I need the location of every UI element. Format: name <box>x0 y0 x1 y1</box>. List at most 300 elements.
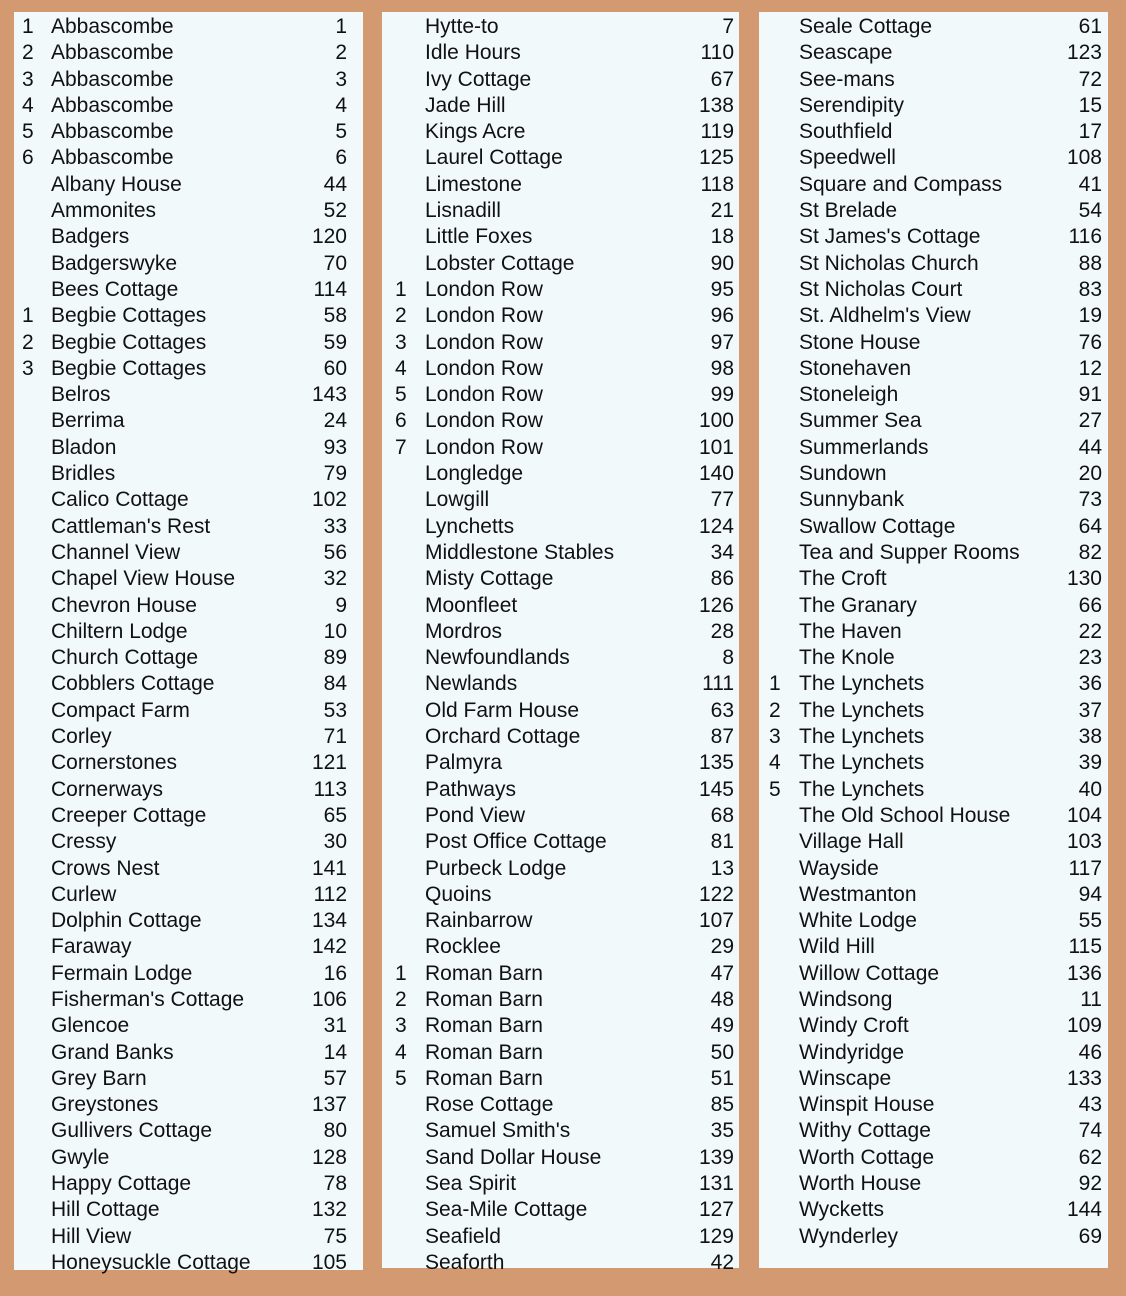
house-name: Summerlands <box>799 435 929 459</box>
entry-index: 5 <box>769 777 781 801</box>
house-name: The Old School House <box>799 803 1011 827</box>
house-number: 31 <box>323 1014 347 1038</box>
house-name: London Row <box>425 356 543 380</box>
house-number: 27 <box>1078 409 1102 433</box>
house-number: 64 <box>1078 514 1102 538</box>
house-number: 6 <box>335 146 347 170</box>
house-name: The Knole <box>799 646 895 670</box>
house-number: 83 <box>1078 277 1102 301</box>
entry-index: 2 <box>395 987 407 1011</box>
house-name: Hytte-to <box>425 15 499 38</box>
house-name: Wild Hill <box>799 935 875 959</box>
house-number: 128 <box>311 1145 347 1169</box>
house-name: Begbie Cottages <box>51 304 207 328</box>
house-number: 34 <box>710 540 734 564</box>
entry-index: 6 <box>22 146 34 170</box>
entry-index: 2 <box>22 41 34 65</box>
directory-entry <box>382 1092 739 1118</box>
house-name: Windsong <box>799 987 893 1011</box>
directory-entry <box>382 1145 739 1171</box>
directory-entry <box>14 1092 363 1118</box>
directory-entry <box>382 1250 739 1276</box>
house-name: Ivy Cottage <box>425 67 532 91</box>
house-name: Sand Dollar House <box>425 1145 602 1169</box>
house-name: Berrima <box>51 409 125 433</box>
directory-entry <box>382 277 739 303</box>
house-name: Stone House <box>799 330 921 354</box>
house-name: St Nicholas Court <box>799 277 963 301</box>
directory-entry <box>14 198 363 224</box>
house-number: 84 <box>323 672 347 696</box>
directory-entry <box>759 251 1108 277</box>
house-number: 72 <box>1078 67 1102 91</box>
directory-entry <box>14 540 363 566</box>
house-name: Roman Barn <box>425 1014 543 1038</box>
house-name: Pathways <box>425 777 517 801</box>
directory-entry <box>14 330 363 356</box>
house-name: Rainbarrow <box>425 909 533 933</box>
house-number: 142 <box>311 935 347 959</box>
house-number: 111 <box>702 672 734 696</box>
house-number: 94 <box>1078 882 1102 906</box>
house-number: 119 <box>700 120 734 144</box>
entry-index: 4 <box>22 93 34 117</box>
house-name: Village Hall <box>799 830 904 854</box>
house-name: Abbascombe <box>51 15 174 38</box>
directory-entry <box>14 1224 363 1250</box>
house-number: 131 <box>698 1172 734 1196</box>
house-name: Abbascombe <box>51 93 174 117</box>
house-name: Post Office Cottage <box>425 830 607 854</box>
entry-index: 2 <box>22 330 34 354</box>
house-number: 144 <box>1066 1198 1102 1222</box>
directory-entry <box>759 330 1108 356</box>
house-name: Cobblers Cottage <box>51 672 215 696</box>
directory-entry <box>382 14 739 40</box>
house-name: Faraway <box>51 935 132 959</box>
house-name: Curlew <box>51 882 117 906</box>
house-number: 139 <box>698 1145 734 1169</box>
house-number: 29 <box>710 935 734 959</box>
house-name: Wynderley <box>799 1224 899 1248</box>
house-name: Badgerswyke <box>51 251 178 275</box>
house-number: 73 <box>1078 488 1102 512</box>
house-name: St Nicholas Church <box>799 251 979 275</box>
house-name: Glencoe <box>51 1014 130 1038</box>
house-name: Laurel Cottage <box>425 146 563 170</box>
house-name: Wycketts <box>799 1198 884 1222</box>
directory-entry <box>759 145 1108 171</box>
house-name: Lobster Cottage <box>425 251 575 275</box>
house-number: 82 <box>1078 540 1102 564</box>
directory-entry <box>14 40 363 66</box>
house-name: London Row <box>425 409 543 433</box>
house-name: Seafield <box>425 1224 501 1248</box>
house-number: 141 <box>311 856 347 880</box>
house-number: 110 <box>700 41 734 65</box>
house-name: London Row <box>425 383 543 407</box>
house-number: 53 <box>323 698 347 722</box>
directory-entry <box>759 645 1108 671</box>
house-number: 21 <box>710 199 734 223</box>
house-number: 23 <box>1078 646 1102 670</box>
directory-entry <box>14 277 363 303</box>
house-number: 97 <box>710 330 734 354</box>
house-number: 46 <box>1078 1040 1102 1064</box>
house-number: 93 <box>323 435 347 459</box>
directory-entry <box>14 93 363 119</box>
house-name: Old Farm House <box>425 698 580 722</box>
house-name: Misty Cottage <box>425 567 554 591</box>
directory-entry <box>759 93 1108 119</box>
house-number: 51 <box>710 1066 734 1090</box>
house-number: 19 <box>1078 304 1102 328</box>
house-name: Windyridge <box>799 1040 905 1064</box>
house-number: 126 <box>698 593 734 617</box>
entry-index: 5 <box>22 120 34 144</box>
directory-entry <box>382 408 739 434</box>
house-name: Bridles <box>51 462 116 486</box>
house-name: Winscape <box>799 1066 892 1090</box>
house-name: Palmyra <box>425 751 503 775</box>
house-name: The Lynchets <box>799 672 925 696</box>
house-name: Sundown <box>799 462 887 486</box>
house-number: 108 <box>1066 146 1102 170</box>
directory-entry <box>14 908 363 934</box>
house-name: Belros <box>51 383 111 407</box>
house-name: Bees Cottage <box>51 277 179 301</box>
house-number: 67 <box>710 67 734 91</box>
directory-column-1 <box>14 12 363 1274</box>
directory-entry <box>14 303 363 329</box>
entry-index: 1 <box>22 304 34 328</box>
house-name: Greystones <box>51 1093 159 1117</box>
directory-entry <box>382 382 739 408</box>
directory-entry <box>14 356 363 382</box>
entry-index: 1 <box>22 15 34 38</box>
directory-entry <box>382 1118 739 1144</box>
directory-entry <box>14 698 363 724</box>
house-name: Cornerways <box>51 777 164 801</box>
directory-entry <box>14 619 363 645</box>
house-name: Purbeck Lodge <box>425 856 567 880</box>
house-number: 99 <box>710 383 734 407</box>
directory-entry <box>382 671 739 697</box>
directory-entry <box>14 1197 363 1223</box>
directory-entry <box>382 1197 739 1223</box>
directory-entry <box>382 1013 739 1039</box>
house-number: 65 <box>323 803 347 827</box>
directory-entry <box>14 593 363 619</box>
house-number: 120 <box>311 225 347 249</box>
house-name: Pond View <box>425 803 526 827</box>
entry-index: 2 <box>395 304 407 328</box>
house-name: Badgers <box>51 225 130 249</box>
house-number: 117 <box>1068 856 1102 880</box>
house-name: Summer Sea <box>799 409 922 433</box>
directory-entry <box>382 934 739 960</box>
directory-entry <box>382 1066 739 1092</box>
directory-entry <box>14 14 363 40</box>
house-name: London Row <box>425 277 543 301</box>
house-name: Grey Barn <box>51 1066 147 1090</box>
directory-entry <box>14 1040 363 1066</box>
house-name: Abbascombe <box>51 67 174 91</box>
house-number: 85 <box>710 1093 734 1117</box>
house-name: Cattleman's Rest <box>51 514 211 538</box>
house-number: 48 <box>710 987 734 1011</box>
directory-entry <box>759 1066 1108 1092</box>
house-name: Lynchetts <box>425 514 515 538</box>
house-name: St James's Cottage <box>799 225 981 249</box>
house-name: St. Aldhelm's View <box>799 304 971 328</box>
entry-index: 5 <box>395 383 407 407</box>
directory-entry <box>382 40 739 66</box>
directory-entry <box>382 1224 739 1250</box>
house-number: 79 <box>323 462 347 486</box>
directory-entry <box>759 435 1108 461</box>
directory-entry <box>759 803 1108 829</box>
directory-entry <box>382 698 739 724</box>
directory-entry <box>759 540 1108 566</box>
directory-entry <box>759 619 1108 645</box>
house-name: Lisnadill <box>425 199 501 223</box>
house-name: Dolphin Cottage <box>51 909 202 933</box>
house-number: 133 <box>1066 1066 1102 1090</box>
house-number: 12 <box>1078 356 1102 380</box>
house-name: Speedwell <box>799 146 896 170</box>
house-number: 1 <box>335 15 347 38</box>
house-number: 61 <box>1078 15 1102 38</box>
house-number: 7 <box>722 15 734 38</box>
house-number: 70 <box>323 251 347 275</box>
house-number: 58 <box>323 304 347 328</box>
house-number: 8 <box>722 646 734 670</box>
house-number: 113 <box>313 777 347 801</box>
directory-entry <box>14 487 363 513</box>
directory-entry <box>759 382 1108 408</box>
house-number: 121 <box>311 751 347 775</box>
house-number: 66 <box>1078 593 1102 617</box>
house-number: 16 <box>323 961 347 985</box>
house-number: 74 <box>1078 1119 1102 1143</box>
directory-entry <box>382 961 739 987</box>
house-name: The Lynchets <box>799 698 925 722</box>
house-name: Abbascombe <box>51 120 174 144</box>
house-name: Tea and Supper Rooms <box>799 540 1020 564</box>
directory-entry <box>14 251 363 277</box>
directory-entry <box>14 671 363 697</box>
directory-entry <box>14 435 363 461</box>
house-name: Grand Banks <box>51 1040 174 1064</box>
house-name: Little Foxes <box>425 225 533 249</box>
house-number: 35 <box>710 1119 734 1143</box>
house-name: London Row <box>425 304 543 328</box>
house-number: 47 <box>710 961 734 985</box>
directory-entry <box>382 540 739 566</box>
entry-index: 4 <box>395 1040 407 1064</box>
entry-index: 2 <box>769 698 781 722</box>
house-name: Albany House <box>51 172 182 196</box>
house-name: Roman Barn <box>425 987 543 1011</box>
directory-entry <box>382 566 739 592</box>
entry-index: 3 <box>769 725 781 749</box>
house-name: Sea Spirit <box>425 1172 517 1196</box>
house-name: Middlestone Stables <box>425 540 615 564</box>
house-number: 86 <box>710 567 734 591</box>
directory-entry <box>382 303 739 329</box>
house-number: 78 <box>323 1172 347 1196</box>
house-number: 95 <box>710 277 734 301</box>
house-number: 56 <box>323 540 347 564</box>
house-name: Newlands <box>425 672 518 696</box>
directory-entry <box>759 356 1108 382</box>
house-name: Westmanton <box>799 882 917 906</box>
house-name: Calico Cottage <box>51 488 189 512</box>
house-name: White Lodge <box>799 909 917 933</box>
house-number: 38 <box>1078 725 1102 749</box>
directory-entry <box>14 461 363 487</box>
house-number: 55 <box>1078 909 1102 933</box>
house-name: Quoins <box>425 882 492 906</box>
house-number: 15 <box>1078 93 1102 117</box>
directory-entry <box>759 172 1108 198</box>
house-number: 10 <box>323 619 347 643</box>
house-name: Limestone <box>425 172 522 196</box>
house-name: Longledge <box>425 462 524 486</box>
house-number: 43 <box>1078 1093 1102 1117</box>
directory-entry <box>382 908 739 934</box>
house-name: The Haven <box>799 619 902 643</box>
directory-entry <box>759 487 1108 513</box>
house-name: Hill Cottage <box>51 1198 160 1222</box>
house-name: Cornerstones <box>51 751 178 775</box>
directory-entry <box>382 461 739 487</box>
directory-entry <box>382 645 739 671</box>
house-number: 41 <box>1078 172 1102 196</box>
directory-entry <box>382 750 739 776</box>
directory-entry <box>14 224 363 250</box>
house-number: 62 <box>1078 1145 1102 1169</box>
directory-entry <box>382 777 739 803</box>
directory-column-2 <box>382 12 739 1274</box>
house-name: St Brelade <box>799 199 898 223</box>
directory-entry <box>382 119 739 145</box>
house-name: Seaforth <box>425 1250 505 1274</box>
house-number: 138 <box>698 93 734 117</box>
house-name: Serendipity <box>799 93 905 117</box>
house-number: 136 <box>1066 961 1102 985</box>
house-name: See-mans <box>799 67 895 91</box>
house-name: Windy Croft <box>799 1014 909 1038</box>
house-name: Chiltern Lodge <box>51 619 188 643</box>
directory-entry <box>382 593 739 619</box>
house-name: Seale Cottage <box>799 15 933 38</box>
house-number: 68 <box>710 803 734 827</box>
directory-entry <box>759 514 1108 540</box>
house-number: 88 <box>1078 251 1102 275</box>
directory-entry <box>382 172 739 198</box>
house-number: 143 <box>311 383 347 407</box>
house-name: London Row <box>425 330 543 354</box>
house-name: Stoneleigh <box>799 383 899 407</box>
entry-index: 4 <box>769 751 781 775</box>
directory-entry <box>382 619 739 645</box>
house-number: 4 <box>335 93 347 117</box>
directory-entry <box>759 14 1108 40</box>
house-number: 114 <box>313 277 347 301</box>
directory-entry <box>759 987 1108 1013</box>
house-number: 89 <box>323 646 347 670</box>
house-name: Honeysuckle Cottage <box>51 1250 251 1274</box>
directory-entry <box>382 224 739 250</box>
house-number: 122 <box>698 882 734 906</box>
directory-entry <box>382 251 739 277</box>
directory-entry <box>759 698 1108 724</box>
house-name: Willow Cottage <box>799 961 940 985</box>
house-name: Newfoundlands <box>425 646 570 670</box>
house-number: 39 <box>1078 751 1102 775</box>
house-name: Rocklee <box>425 935 501 959</box>
house-name: Sunnybank <box>799 488 905 512</box>
house-name: Mordros <box>425 619 503 643</box>
house-name: Rose Cottage <box>425 1093 554 1117</box>
directory-entry <box>382 330 739 356</box>
directory-entry <box>382 856 739 882</box>
house-name: Begbie Cottages <box>51 330 207 354</box>
house-number: 137 <box>311 1093 347 1117</box>
entry-index: 3 <box>22 356 34 380</box>
directory-entry <box>382 487 739 513</box>
house-name: Chevron House <box>51 593 197 617</box>
house-number: 129 <box>698 1224 734 1248</box>
house-number: 2 <box>335 41 347 65</box>
house-number: 124 <box>698 514 734 538</box>
house-name: The Croft <box>799 567 887 591</box>
house-name: Compact Farm <box>51 698 190 722</box>
house-name: Roman Barn <box>425 1040 543 1064</box>
directory-entry <box>759 829 1108 855</box>
directory-entry <box>14 382 363 408</box>
house-name: Roman Barn <box>425 1066 543 1090</box>
house-name: Bladon <box>51 435 117 459</box>
house-name: Roman Barn <box>425 961 543 985</box>
house-number: 20 <box>1078 462 1102 486</box>
house-number: 5 <box>335 120 347 144</box>
directory-entry <box>14 961 363 987</box>
house-name: Gwyle <box>51 1145 110 1169</box>
directory-entry <box>14 67 363 93</box>
house-name: Orchard Cottage <box>425 725 581 749</box>
house-name: Kings Acre <box>425 120 526 144</box>
house-name: Jade Hill <box>425 93 506 117</box>
house-number: 59 <box>323 330 347 354</box>
house-number: 32 <box>323 567 347 591</box>
house-number: 107 <box>698 909 734 933</box>
house-number: 127 <box>698 1198 734 1222</box>
house-name: Crows Nest <box>51 856 160 880</box>
entry-index: 5 <box>395 1066 407 1090</box>
directory-entry <box>14 856 363 882</box>
directory-entry <box>759 934 1108 960</box>
directory-entry <box>14 514 363 540</box>
house-number: 9 <box>335 593 347 617</box>
house-number: 50 <box>710 1040 734 1064</box>
directory-entry <box>382 829 739 855</box>
entry-index: 3 <box>395 1014 407 1038</box>
house-number: 130 <box>1066 567 1102 591</box>
house-number: 92 <box>1078 1172 1102 1196</box>
